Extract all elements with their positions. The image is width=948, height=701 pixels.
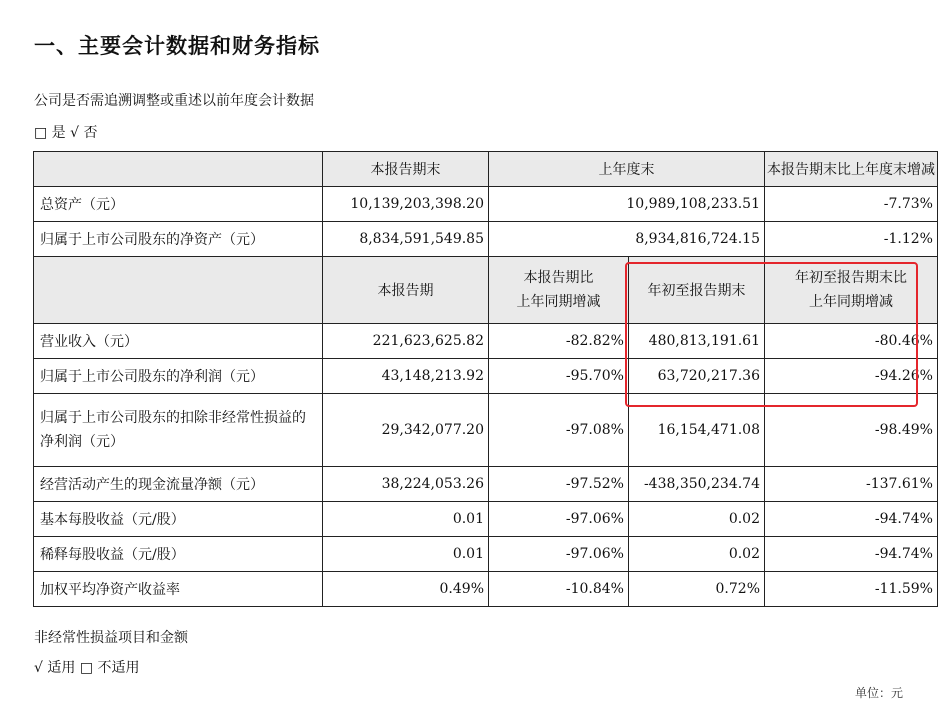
cell-value: -95.70%	[489, 359, 629, 394]
period-header-yoy-change-line2: 上年同期增减	[516, 294, 601, 310]
period-header-yoy-change-line1: 本报告期比	[523, 270, 594, 286]
cell-value: -82.82%	[489, 324, 629, 359]
table-row	[34, 187, 938, 222]
period-header-ytd-change-line2: 上年同期增减	[809, 294, 893, 310]
cell-value: 480,813,191.61	[629, 324, 765, 359]
balance-header-change: 本报告期末比上年度末增减	[765, 152, 938, 187]
period-header-ytd-change-line1: 年初至报告期末比	[795, 270, 907, 286]
retro-question: 公司是否需追溯调整或重述以前年度会计数据	[34, 93, 314, 109]
cell-value: -10.84%	[489, 572, 629, 607]
cell-value: 10,139,203,398.20	[323, 187, 489, 222]
table-row	[34, 502, 938, 537]
cell-value: -94.74%	[765, 537, 938, 572]
row-label: 归属于上市公司股东的扣除非经常性损益的净利润（元）	[34, 394, 323, 467]
row-label: 加权平均净资产收益率	[34, 572, 323, 607]
row-label: 营业收入（元）	[34, 324, 323, 359]
cell-value: 0.49%	[323, 572, 489, 607]
cell-value: 0.01	[323, 502, 489, 537]
row-label: 归属于上市公司股东的净资产（元）	[34, 222, 323, 257]
cell-value: -11.59%	[765, 572, 938, 607]
cell-value: 29,342,077.20	[323, 394, 489, 467]
cell-value: -7.73%	[765, 187, 938, 222]
balance-header-current-period-end: 本报告期末	[323, 152, 489, 187]
table-row	[34, 467, 938, 502]
cell-value: 8,834,591,549.85	[323, 222, 489, 257]
cell-value: 8,934,816,724.15	[489, 222, 765, 257]
cell-value: 63,720,217.36	[629, 359, 765, 394]
cell-value: 0.01	[323, 537, 489, 572]
row-label: 稀释每股收益（元/股）	[34, 537, 323, 572]
table-row	[34, 572, 938, 607]
row-label: 总资产（元）	[34, 187, 323, 222]
cell-value: -1.12%	[765, 222, 938, 257]
cell-value: 0.02	[629, 537, 765, 572]
row-label: 经营活动产生的现金流量净额（元）	[34, 467, 323, 502]
cell-value: 38,224,053.26	[323, 467, 489, 502]
cell-value: -137.61%	[765, 467, 938, 502]
cell-value: 16,154,471.08	[629, 394, 765, 467]
cell-value: -438,350,234.74	[629, 467, 765, 502]
cell-value: -97.08%	[489, 394, 629, 467]
cell-value: 221,623,625.82	[323, 324, 489, 359]
row-label: 基本每股收益（元/股）	[34, 502, 323, 537]
retro-answer: □ 是 √ 否	[34, 125, 98, 141]
balance-header-prior-year-end: 上年度末	[489, 152, 765, 187]
period-header-current-period: 本报告期	[323, 257, 489, 324]
row-label: 归属于上市公司股东的净利润（元）	[34, 359, 323, 394]
red-highlight-box	[625, 262, 918, 407]
unit-note: 单位：元	[855, 686, 904, 700]
period-header-blank	[34, 257, 323, 324]
cell-value: 10,989,108,233.51	[489, 187, 765, 222]
cell-value: -98.49%	[765, 394, 938, 467]
nonrecurring-answer: √ 适用 □ 不适用	[34, 660, 140, 676]
cell-value: 0.72%	[629, 572, 765, 607]
nonrecurring-title: 非经常性损益项目和金额	[34, 630, 188, 646]
balance-header-blank	[34, 152, 323, 187]
section-title: 一、主要会计数据和财务指标	[34, 34, 320, 58]
period-header-yoy-change	[489, 257, 629, 324]
cell-value: -94.26%	[765, 359, 938, 394]
period-header-ytd: 年初至报告期末	[629, 257, 765, 324]
cell-value: -97.06%	[489, 502, 629, 537]
cell-value: -80.46%	[765, 324, 938, 359]
table-row	[34, 537, 938, 572]
table-row	[34, 222, 938, 257]
cell-value: 43,148,213.92	[323, 359, 489, 394]
cell-value: -97.06%	[489, 537, 629, 572]
cell-value: -94.74%	[765, 502, 938, 537]
cell-value: 0.02	[629, 502, 765, 537]
cell-value: -97.52%	[489, 467, 629, 502]
balance-header-row	[34, 152, 938, 187]
